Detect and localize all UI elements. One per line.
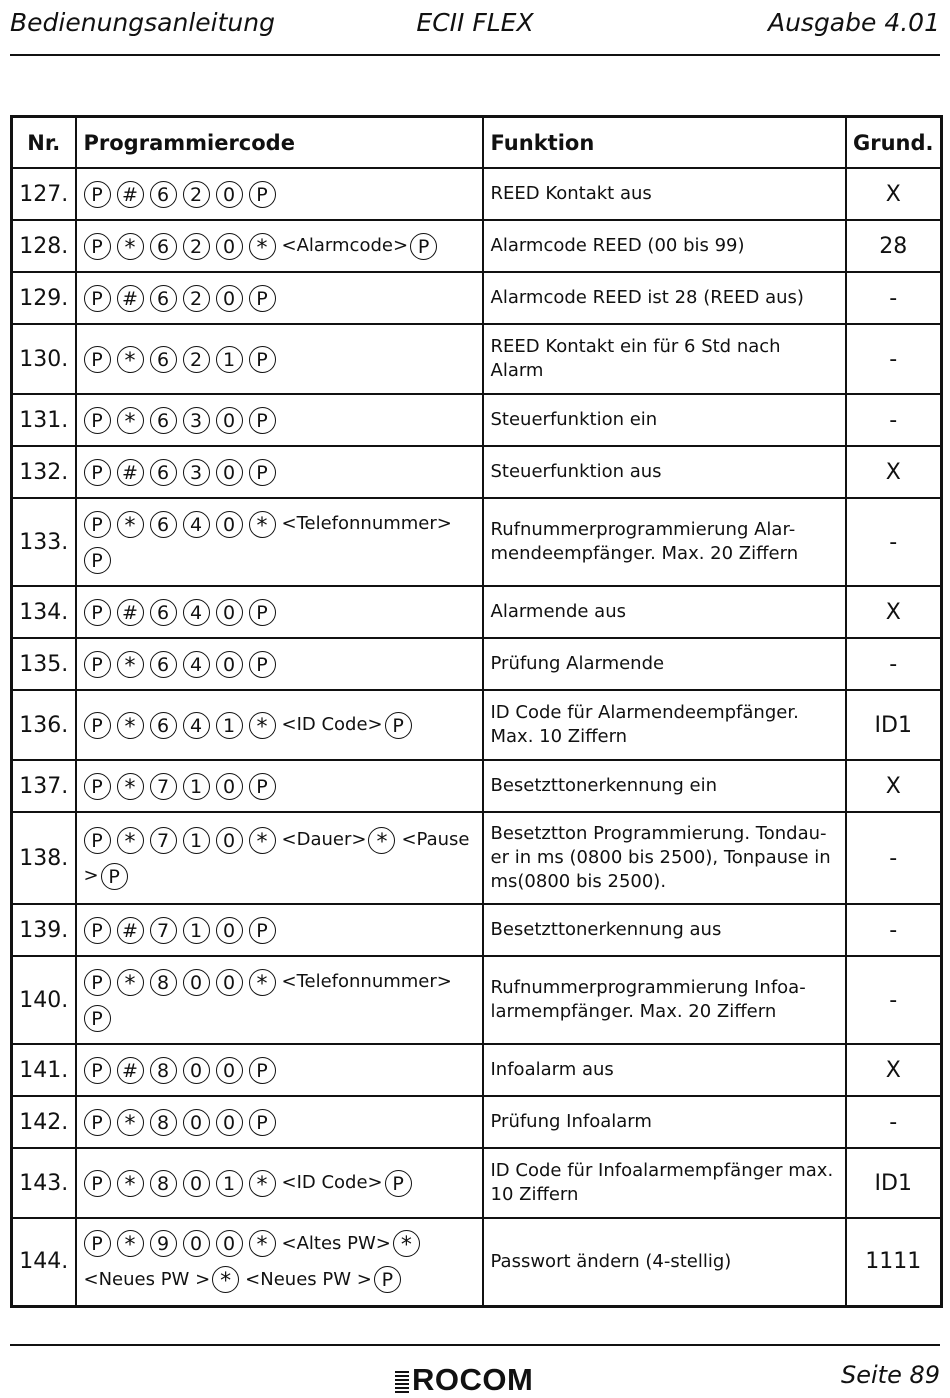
function-description: ID Code für Alarmendeempfänger. Max. 10 Ziffern xyxy=(483,690,846,760)
digit-key-icon: 0 xyxy=(216,233,243,260)
digit-key-icon: 0 xyxy=(216,285,243,312)
row-number: 135. xyxy=(12,638,76,690)
programming-code xyxy=(76,220,483,272)
p-key-icon: P xyxy=(249,773,276,800)
digit-key-icon: 1 xyxy=(216,1170,243,1197)
digit-key-icon: 2 xyxy=(183,285,210,312)
default-value: X xyxy=(846,168,942,220)
function-description: Prüfung Alarmende xyxy=(483,638,846,690)
function-description: Prüfung Infoalarm xyxy=(483,1096,846,1148)
row-number: 131. xyxy=(12,394,76,446)
digit-key-icon: 9 xyxy=(150,1230,177,1257)
code-line xyxy=(84,506,478,542)
programming-code xyxy=(76,1096,483,1148)
code-parameter: <Alarmcode> xyxy=(281,235,409,256)
default-value: X xyxy=(846,586,942,638)
row-number: 132. xyxy=(12,446,76,498)
digit-key-icon: 4 xyxy=(183,651,210,678)
row-number: 128. xyxy=(12,220,76,272)
digit-key-icon: 8 xyxy=(150,1057,177,1084)
table-row xyxy=(12,760,942,812)
header-rule xyxy=(10,54,940,56)
p-key-icon: P xyxy=(410,233,437,260)
p-key-icon: P xyxy=(249,407,276,434)
table-row xyxy=(12,690,942,760)
asterisk-key-icon: * xyxy=(117,773,144,800)
code-line xyxy=(84,1104,478,1140)
digit-key-icon: 1 xyxy=(216,346,243,373)
digit-key-icon: 7 xyxy=(150,773,177,800)
programming-code xyxy=(76,498,483,586)
programming-code xyxy=(76,690,483,760)
digit-key-icon: 0 xyxy=(216,1230,243,1257)
default-value: 28 xyxy=(846,220,942,272)
digit-key-icon: 4 xyxy=(183,712,210,739)
p-key-icon: P xyxy=(249,599,276,626)
code-parameter: <ID Code> xyxy=(281,714,383,735)
p-key-icon: P xyxy=(84,181,111,208)
function-description: Alarmende aus xyxy=(483,586,846,638)
programming-code xyxy=(76,760,483,812)
digit-key-icon: 0 xyxy=(216,407,243,434)
digit-key-icon: 0 xyxy=(183,1109,210,1136)
digit-key-icon: 0 xyxy=(216,773,243,800)
programming-code xyxy=(76,586,483,638)
programming-code xyxy=(76,1218,483,1306)
function-description: Infoalarm aus xyxy=(483,1044,846,1096)
digit-key-icon: 0 xyxy=(216,1109,243,1136)
default-value: - xyxy=(846,1096,942,1148)
digit-key-icon: 0 xyxy=(216,827,243,854)
code-line xyxy=(84,1226,478,1262)
p-key-icon: P xyxy=(84,599,111,626)
digit-key-icon: 0 xyxy=(183,1057,210,1084)
function-description: Steuerfunktion aus xyxy=(483,446,846,498)
table-row xyxy=(12,638,942,690)
hash-key-icon: # xyxy=(117,181,144,208)
page-header xyxy=(10,8,940,38)
digit-key-icon: 0 xyxy=(216,511,243,538)
hash-key-icon: # xyxy=(117,285,144,312)
code-line xyxy=(84,402,478,438)
function-description: Passwort ändern (4-stellig) xyxy=(483,1218,846,1306)
p-key-icon: P xyxy=(84,1057,111,1084)
p-key-icon: P xyxy=(249,1057,276,1084)
code-parameter: <Dauer> xyxy=(281,829,367,850)
digit-key-icon: 3 xyxy=(183,459,210,486)
table-row xyxy=(12,220,942,272)
digit-key-icon: 8 xyxy=(150,969,177,996)
code-line xyxy=(84,176,478,212)
p-key-icon: P xyxy=(84,917,111,944)
digit-key-icon: 1 xyxy=(183,917,210,944)
table-row xyxy=(12,446,942,498)
code-line xyxy=(84,542,478,578)
row-number: 140. xyxy=(12,956,76,1044)
code-line xyxy=(84,594,478,630)
code-line xyxy=(84,1000,478,1036)
row-number: 134. xyxy=(12,586,76,638)
code-parameter: <Telefonnummer> xyxy=(281,971,452,992)
digit-key-icon: 1 xyxy=(183,773,210,800)
p-key-icon: P xyxy=(374,1266,401,1293)
digit-key-icon: 0 xyxy=(183,969,210,996)
p-key-icon: P xyxy=(84,969,111,996)
asterisk-key-icon: * xyxy=(249,1170,276,1197)
p-key-icon: P xyxy=(84,712,111,739)
function-description: Rufnummerprogrammierung Infoa-larmempfänger. Max. 20 Ziffern xyxy=(483,956,846,1044)
code-line xyxy=(84,822,478,858)
asterisk-key-icon: * xyxy=(117,712,144,739)
row-number: 141. xyxy=(12,1044,76,1096)
p-key-icon: P xyxy=(249,181,276,208)
asterisk-key-icon: * xyxy=(249,233,276,260)
asterisk-key-icon: * xyxy=(117,346,144,373)
logo-mark-icon xyxy=(395,1371,409,1393)
code-line xyxy=(84,341,478,377)
digit-key-icon: 7 xyxy=(150,917,177,944)
p-key-icon: P xyxy=(249,285,276,312)
programming-code xyxy=(76,956,483,1044)
digit-key-icon: 0 xyxy=(183,1170,210,1197)
header-center: ECII FLEX xyxy=(416,8,534,37)
default-value: - xyxy=(846,394,942,446)
asterisk-key-icon: * xyxy=(117,511,144,538)
code-line xyxy=(84,912,478,948)
digit-key-icon: 8 xyxy=(150,1170,177,1197)
col-header-code: Programmiercode xyxy=(76,117,483,169)
programming-code xyxy=(76,1044,483,1096)
asterisk-key-icon: * xyxy=(117,1109,144,1136)
code-parameter: <Altes PW> xyxy=(281,1232,391,1254)
digit-key-icon: 6 xyxy=(150,651,177,678)
default-value: - xyxy=(846,904,942,956)
asterisk-key-icon: * xyxy=(212,1266,239,1293)
asterisk-key-icon: * xyxy=(117,407,144,434)
digit-key-icon: 6 xyxy=(150,181,177,208)
row-number: 127. xyxy=(12,168,76,220)
header-left: Bedienungsanleitung xyxy=(10,8,275,37)
logo-text: ROCOM xyxy=(412,1362,534,1397)
table-row xyxy=(12,1044,942,1096)
header-right: Ausgabe 4.01 xyxy=(767,8,940,37)
table-row xyxy=(12,498,942,586)
asterisk-key-icon: * xyxy=(249,511,276,538)
col-header-funktion: Funktion xyxy=(483,117,846,169)
p-key-icon: P xyxy=(84,1109,111,1136)
p-key-icon: P xyxy=(385,1170,412,1197)
digit-key-icon: 4 xyxy=(183,599,210,626)
asterisk-key-icon: * xyxy=(249,827,276,854)
table-row xyxy=(12,1096,942,1148)
row-number: 138. xyxy=(12,812,76,904)
code-parameter: > xyxy=(83,865,99,886)
table-row xyxy=(12,394,942,446)
p-key-icon: P xyxy=(84,547,111,574)
asterisk-key-icon: * xyxy=(393,1230,420,1257)
programming-code xyxy=(76,1148,483,1218)
code-parameter: <Pause xyxy=(401,829,470,850)
table-row xyxy=(12,324,942,394)
row-number: 136. xyxy=(12,690,76,760)
digit-key-icon: 2 xyxy=(183,233,210,260)
code-line xyxy=(84,228,478,264)
col-header-grund: Grund. xyxy=(846,117,942,169)
code-line xyxy=(84,1052,478,1088)
digit-key-icon: 6 xyxy=(150,407,177,434)
asterisk-key-icon: * xyxy=(117,969,144,996)
digit-key-icon: 0 xyxy=(216,917,243,944)
default-value: X xyxy=(846,760,942,812)
row-number: 130. xyxy=(12,324,76,394)
code-line xyxy=(84,768,478,804)
function-description: Besetzttonerkennung aus xyxy=(483,904,846,956)
digit-key-icon: 1 xyxy=(216,712,243,739)
row-number: 139. xyxy=(12,904,76,956)
table-row xyxy=(12,1218,942,1306)
default-value: - xyxy=(846,812,942,904)
digit-key-icon: 2 xyxy=(183,181,210,208)
digit-key-icon: 0 xyxy=(183,1230,210,1257)
function-description: REED Kontakt ein für 6 Std nach Alarm xyxy=(483,324,846,394)
programming-code xyxy=(76,168,483,220)
table-header-row xyxy=(12,117,942,169)
default-value: - xyxy=(846,498,942,586)
programming-code xyxy=(76,394,483,446)
hash-key-icon: # xyxy=(117,917,144,944)
p-key-icon: P xyxy=(84,511,111,538)
table-row xyxy=(12,1148,942,1218)
footer-rule xyxy=(10,1344,940,1346)
digit-key-icon: 6 xyxy=(150,346,177,373)
hash-key-icon: # xyxy=(117,459,144,486)
programming-code xyxy=(76,324,483,394)
digit-key-icon: 6 xyxy=(150,285,177,312)
function-description: Besetztton Programmierung. Tondau-er in ms (0800 bis 2500), Tonpause in ms(0800 bis 2500). xyxy=(483,812,846,904)
p-key-icon: P xyxy=(84,233,111,260)
asterisk-key-icon: * xyxy=(249,1230,276,1257)
table-row xyxy=(12,168,942,220)
p-key-icon: P xyxy=(101,863,128,890)
hash-key-icon: # xyxy=(117,599,144,626)
p-key-icon: P xyxy=(385,712,412,739)
row-number: 129. xyxy=(12,272,76,324)
asterisk-key-icon: * xyxy=(117,233,144,260)
code-line xyxy=(84,280,478,316)
table-row xyxy=(12,904,942,956)
function-description: Rufnummerprogrammierung Alar-mendeempfänger. Max. 20 Ziffern xyxy=(483,498,846,586)
programming-table xyxy=(10,115,943,1308)
asterisk-key-icon: * xyxy=(117,827,144,854)
p-key-icon: P xyxy=(249,917,276,944)
digit-key-icon: 2 xyxy=(183,346,210,373)
rocom-logo xyxy=(395,1362,533,1398)
default-value: 1111 xyxy=(846,1218,942,1306)
row-number: 143. xyxy=(12,1148,76,1218)
digit-key-icon: 0 xyxy=(216,1057,243,1084)
code-line xyxy=(84,646,478,682)
default-value: ID1 xyxy=(846,690,942,760)
digit-key-icon: 6 xyxy=(150,459,177,486)
code-line xyxy=(84,1165,478,1201)
default-value: - xyxy=(846,324,942,394)
code-line xyxy=(84,454,478,490)
p-key-icon: P xyxy=(84,651,111,678)
programming-code xyxy=(76,904,483,956)
default-value: X xyxy=(846,446,942,498)
page-number: Seite 89 xyxy=(840,1361,940,1389)
digit-key-icon: 6 xyxy=(150,599,177,626)
default-value: ID1 xyxy=(846,1148,942,1218)
row-number: 137. xyxy=(12,760,76,812)
default-value: - xyxy=(846,272,942,324)
table-row xyxy=(12,956,942,1044)
asterisk-key-icon: * xyxy=(117,1170,144,1197)
digit-key-icon: 8 xyxy=(150,1109,177,1136)
hash-key-icon: # xyxy=(117,1057,144,1084)
p-key-icon: P xyxy=(249,1109,276,1136)
programming-code xyxy=(76,446,483,498)
digit-key-icon: 6 xyxy=(150,712,177,739)
digit-key-icon: 0 xyxy=(216,969,243,996)
default-value: X xyxy=(846,1044,942,1096)
p-key-icon: P xyxy=(249,651,276,678)
function-description: Alarmcode REED ist 28 (REED aus) xyxy=(483,272,846,324)
digit-key-icon: 3 xyxy=(183,407,210,434)
p-key-icon: P xyxy=(84,827,111,854)
p-key-icon: P xyxy=(84,285,111,312)
p-key-icon: P xyxy=(249,459,276,486)
digit-key-icon: 6 xyxy=(150,511,177,538)
table-row xyxy=(12,586,942,638)
function-description: Alarmcode REED (00 bis 99) xyxy=(483,220,846,272)
p-key-icon: P xyxy=(249,346,276,373)
p-key-icon: P xyxy=(84,773,111,800)
asterisk-key-icon: * xyxy=(368,827,395,854)
digit-key-icon: 1 xyxy=(183,827,210,854)
code-parameter: <Telefonnummer> xyxy=(281,513,452,534)
row-number: 133. xyxy=(12,498,76,586)
programming-code xyxy=(76,812,483,904)
p-key-icon: P xyxy=(84,1230,111,1257)
digit-key-icon: 4 xyxy=(183,511,210,538)
digit-key-icon: 7 xyxy=(150,827,177,854)
function-description: Steuerfunktion ein xyxy=(483,394,846,446)
digit-key-icon: 0 xyxy=(216,651,243,678)
p-key-icon: P xyxy=(84,1170,111,1197)
p-key-icon: P xyxy=(84,346,111,373)
table-row xyxy=(12,812,942,904)
code-line xyxy=(84,858,478,894)
row-number: 142. xyxy=(12,1096,76,1148)
function-description: ID Code für Infoalarmempfänger max. 10 Ziffern xyxy=(483,1148,846,1218)
p-key-icon: P xyxy=(84,1005,111,1032)
digit-key-icon: 0 xyxy=(216,459,243,486)
programming-code xyxy=(76,638,483,690)
row-number: 144. xyxy=(12,1218,76,1306)
programming-code xyxy=(76,272,483,324)
function-description: REED Kontakt aus xyxy=(483,168,846,220)
function-description: Besetzttonerkennung ein xyxy=(483,760,846,812)
default-value: - xyxy=(846,956,942,1044)
asterisk-key-icon: * xyxy=(249,712,276,739)
table-row xyxy=(12,272,942,324)
p-key-icon: P xyxy=(84,459,111,486)
col-header-nr: Nr. xyxy=(12,117,76,169)
code-parameter: <Neues PW > xyxy=(245,1268,372,1290)
code-line xyxy=(84,964,478,1000)
p-key-icon: P xyxy=(84,407,111,434)
code-line xyxy=(84,707,478,743)
asterisk-key-icon: * xyxy=(249,969,276,996)
digit-key-icon: 6 xyxy=(150,233,177,260)
digit-key-icon: 0 xyxy=(216,181,243,208)
digit-key-icon: 0 xyxy=(216,599,243,626)
asterisk-key-icon: * xyxy=(117,651,144,678)
code-parameter: <Neues PW > xyxy=(83,1268,211,1290)
default-value: - xyxy=(846,638,942,690)
code-line xyxy=(84,1262,478,1298)
asterisk-key-icon: * xyxy=(117,1230,144,1257)
code-parameter: <ID Code> xyxy=(281,1172,383,1193)
